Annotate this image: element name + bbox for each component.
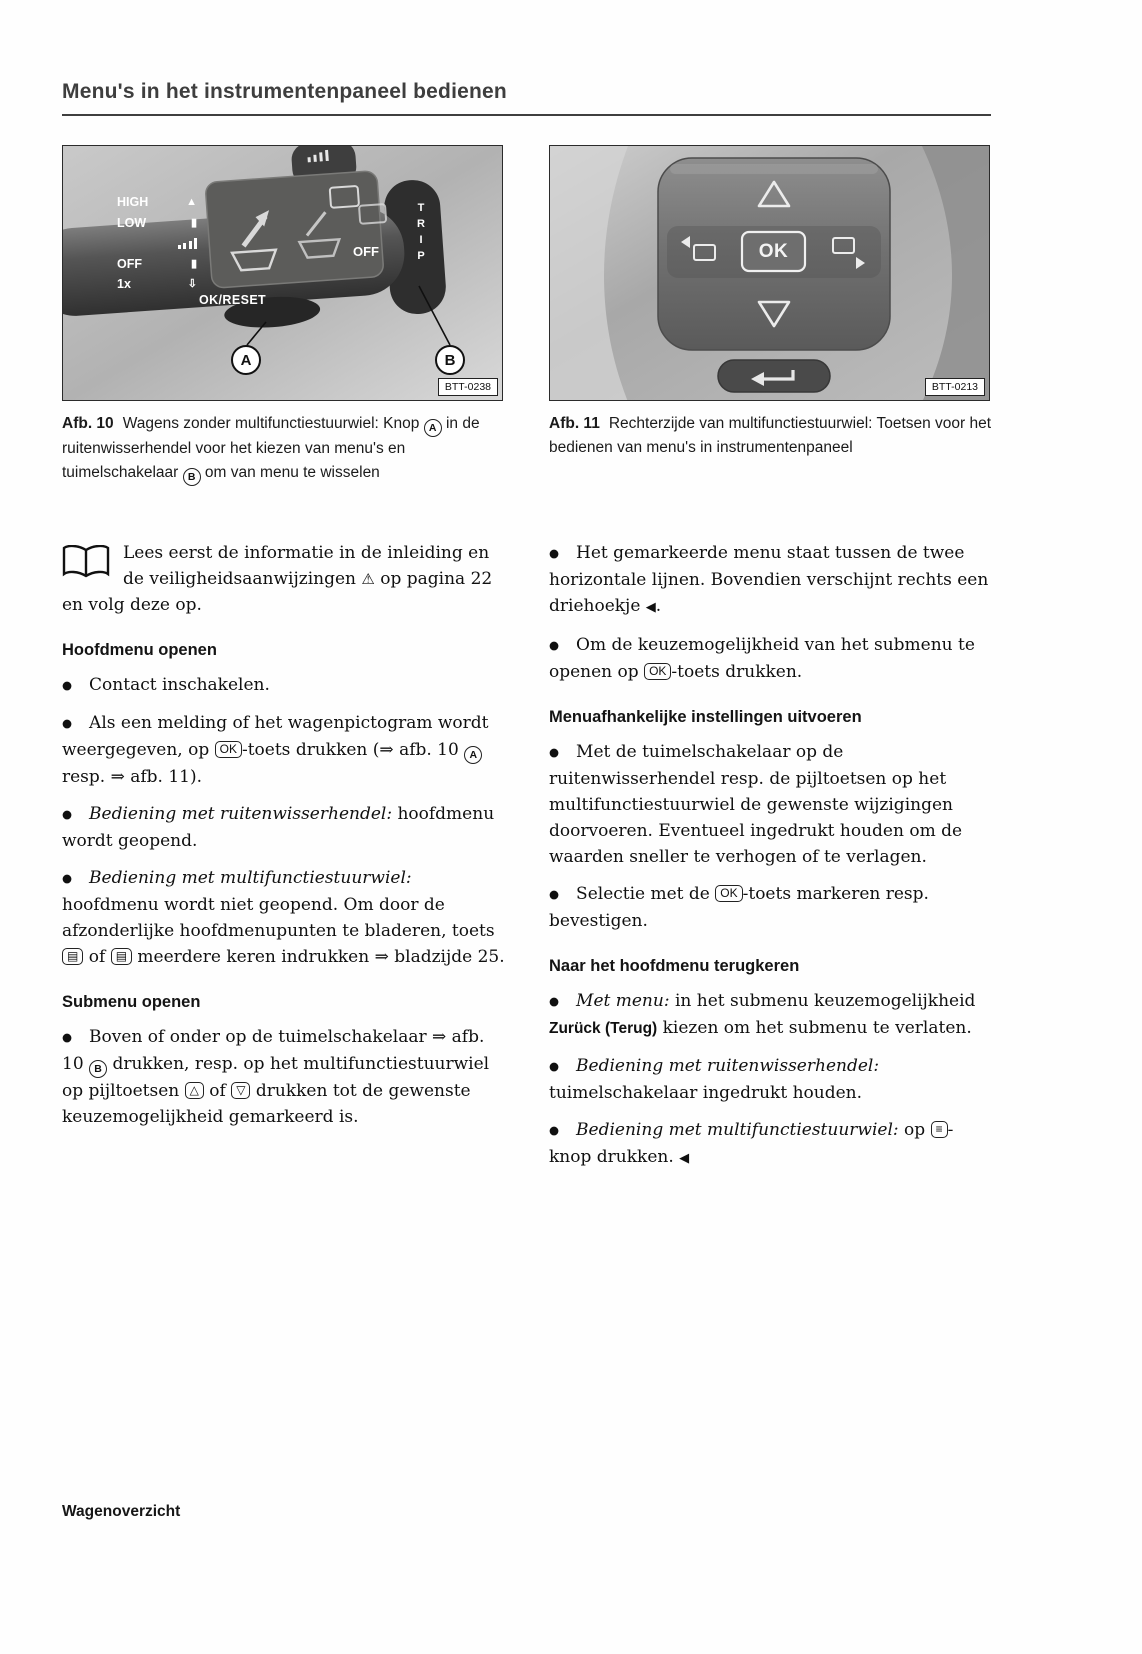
section-end-marker: ◀	[679, 1151, 690, 1166]
trip-label: TRIP	[415, 202, 427, 266]
arrow-up-key-icon: △	[185, 1082, 204, 1099]
bullet-item	[62, 1024, 509, 1130]
callout-letter: A	[464, 746, 482, 764]
italic-text: Bediening met multifunctiestuurwiel:	[576, 1120, 899, 1140]
text-run: tuimelschakelaar ingedrukt houden.	[549, 1083, 863, 1103]
bullet-item	[549, 632, 994, 685]
bullet-dot	[62, 1027, 72, 1047]
text-run: -toets drukken.	[671, 662, 803, 682]
figure-code-badge: BTT-0213	[925, 378, 985, 396]
figure-code-badge: BTT-0238	[438, 378, 498, 396]
bullet-item	[549, 1053, 994, 1106]
text-run: kiezen om het submenu te verlaten.	[657, 1018, 972, 1038]
callout-b: B	[435, 345, 465, 375]
page-footer: Wagenoverzicht	[62, 1503, 181, 1520]
stalk-label-high	[117, 196, 197, 209]
callout-a: A	[231, 345, 261, 375]
right-column	[549, 540, 994, 1183]
text-run: of	[203, 1081, 232, 1101]
ok-reset-label: OK/RESET	[199, 293, 267, 307]
triangle-marker-icon: ◀	[645, 600, 656, 615]
stalk-label-intermittent	[117, 238, 197, 249]
heading-menuafhankelijke-instellingen: Menuafhankelijke instellingen uitvoeren	[549, 708, 862, 726]
back-button	[718, 360, 830, 392]
text-run: drukken, resp. op het multifunctiestuurwiel op pijltoetsen	[62, 1054, 490, 1101]
bullet-dot	[62, 868, 72, 888]
bullet-dot	[62, 713, 72, 733]
figure-steering-wheel-buttons	[549, 145, 990, 401]
text-run: om van menu te wisselen	[200, 464, 380, 481]
caption-fig10	[62, 412, 509, 486]
bullet-dot	[549, 991, 559, 1011]
bullet-dot	[549, 635, 559, 655]
steering-wheel-illustration	[550, 146, 990, 401]
caption-fig11	[549, 412, 994, 460]
text-run: Als een melding of het wagenpictogram wordt weergegeven, op	[62, 713, 489, 760]
ok-key-icon: OK	[215, 741, 242, 758]
text-run: -knop drukken.	[549, 1120, 954, 1167]
text-run: op pagina 22 en volg deze op.	[62, 569, 493, 615]
ok-key-icon: OK	[715, 885, 742, 902]
italic-text: Met menu:	[576, 991, 670, 1011]
bar-icon: ▮	[190, 257, 197, 270]
bullet-item	[62, 710, 509, 790]
title-rule	[62, 114, 991, 116]
warning-triangle-icon: ⚠	[361, 570, 375, 588]
ok-key-icon: OK	[644, 663, 671, 680]
bold-text: Afb. 11	[549, 415, 600, 432]
text-run: -toets drukken (⇒ afb. 10	[241, 740, 465, 760]
text-run: -toets markeren resp. bevestigen.	[549, 884, 929, 931]
label-off: OFF	[117, 257, 142, 271]
bullet-item	[62, 801, 509, 854]
text-run: Contact inschakelen.	[89, 675, 270, 695]
heading-hoofdmenu-openen: Hoofdmenu openen	[62, 641, 217, 659]
bar-icon: ▮	[190, 216, 197, 229]
text-run: meerdere keren indrukken ⇒ bladzijde 25.	[132, 947, 505, 967]
callout-letter: A	[424, 419, 442, 437]
page-right-button-icon: ▤	[111, 948, 132, 965]
bullet-dot	[62, 675, 72, 695]
bullet-item	[549, 988, 994, 1042]
bullet-item	[549, 540, 994, 621]
text-run: Rechterzijde van multifunctiestuurwiel: Toetsen voor het bedienen van menu's in instrumentenpaneel	[549, 415, 992, 456]
text-run: of	[83, 947, 111, 967]
stalk-label-once	[117, 278, 197, 291]
italic-text: Bediening met multifunctiestuurwiel:	[89, 868, 412, 888]
arrow-up-icon: ▲	[186, 195, 197, 208]
text-run: resp. ⇒ afb. 11).	[62, 767, 203, 787]
intro-note	[62, 540, 509, 618]
bullet-item	[549, 881, 994, 934]
left-column	[62, 540, 509, 1141]
menu-button-icon: ≡	[931, 1121, 948, 1138]
text-run: in het submenu keuzemogelijkheid	[669, 991, 976, 1011]
text-run: hoofdmenu wordt niet geopend. Om door de afzonderlijke hoofdmenupunten te bladeren, toets	[62, 895, 495, 941]
callout-letter: B	[183, 468, 201, 486]
bullet-item	[62, 672, 509, 699]
page-title: Menu's in het instrumentenpaneel bedienen	[62, 80, 507, 103]
text-run: in de ruitenwisserhendel voor het kiezen van menu's en tuimelschakelaar	[62, 415, 480, 481]
bullet-item	[549, 1117, 994, 1172]
bullet-item	[62, 865, 509, 970]
intermittent-bars-icon	[178, 238, 198, 249]
text-run: Lees eerst de informatie in de inleiding en de veiligheidsaanwijzingen	[123, 543, 490, 589]
label-1x: 1x	[117, 277, 131, 291]
bold-text: Afb. 10	[62, 415, 114, 432]
stalk-label-low	[117, 217, 197, 230]
label-low: LOW	[117, 216, 147, 230]
ok-button-label: OK	[758, 240, 789, 262]
bullet-dot	[549, 884, 559, 904]
text-run: Met de tuimelschakelaar op de ruitenwisserhendel resp. de pijltoetsen op het multifunctiestuurwiel de gewenste wijzigingen doorvoeren. Eventueel ingedrukt houden om de waarden sneller te verhogen of te verlagen.	[549, 742, 963, 867]
italic-text: Bediening met ruitenwisserhendel:	[576, 1056, 880, 1076]
bullet-dot	[549, 543, 559, 563]
page-left-button-icon: ▤	[62, 948, 83, 965]
text-run: Wagens zonder multifunctiestuurwiel: Knop	[122, 415, 424, 432]
stalk-label-off	[117, 258, 197, 271]
text-run: Selectie met de	[576, 884, 716, 904]
arrow-down-icon: ⇩	[187, 277, 197, 290]
panel-off-label: OFF	[353, 244, 379, 259]
text-run: Boven of onder op de tuimelschakelaar ⇒ afb. 10	[62, 1027, 485, 1074]
italic-text: Bediening met ruitenwisserhendel:	[89, 804, 393, 824]
arrow-down-key-icon: ▽	[231, 1082, 250, 1099]
label-high: HIGH	[117, 195, 149, 209]
figure-wiper-stalk	[62, 145, 503, 401]
text-run: .	[655, 596, 662, 616]
text-run: Het gemarkeerde menu staat tussen de twee horizontale lijnen. Bovendien verschijnt rechts een driehoekje	[549, 543, 989, 616]
booklet-icon	[62, 545, 110, 579]
text-run: hoofdmenu wordt geopend.	[62, 804, 495, 851]
callout-letter: B	[89, 1060, 107, 1078]
bullet-dot	[62, 804, 72, 824]
text-run: drukken tot de gewenste keuzemogelijkheid gemarkeerd is.	[62, 1081, 471, 1127]
text-run: op	[898, 1120, 931, 1140]
bullet-dot	[549, 1056, 559, 1076]
bullet-dot	[549, 742, 559, 762]
bold-text: Zurück (Terug)	[549, 1020, 658, 1037]
bullet-item	[549, 739, 994, 870]
heading-submenu-openen: Submenu openen	[62, 993, 201, 1011]
bullet-dot	[549, 1120, 559, 1140]
text-run: Om de keuzemogelijkheid van het submenu te openen op	[549, 635, 975, 682]
heading-naar-hoofdmenu-terugkeren: Naar het hoofdmenu terugkeren	[549, 957, 800, 975]
